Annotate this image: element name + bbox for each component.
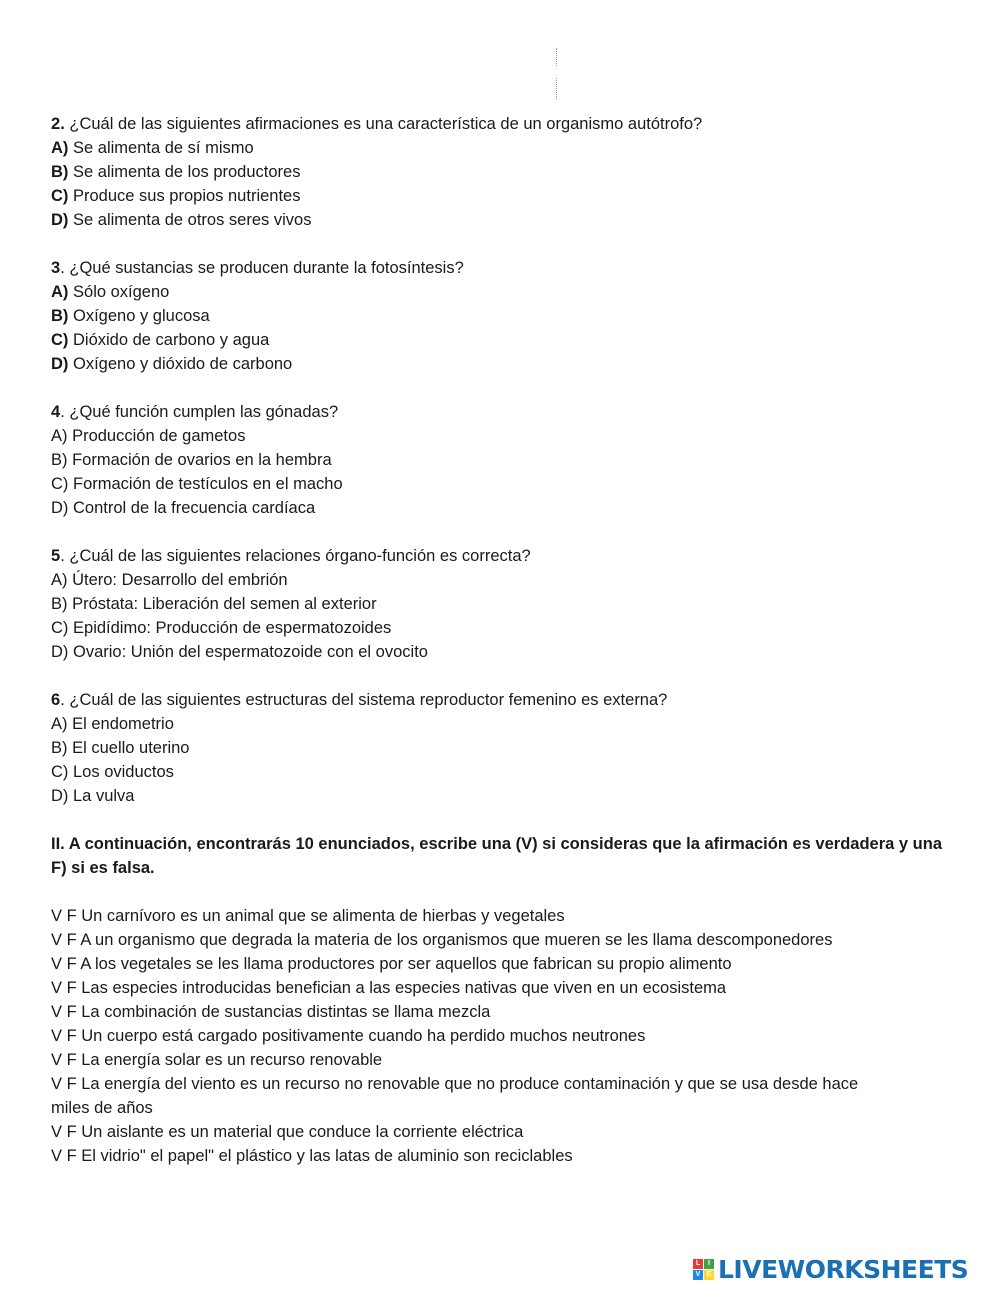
worksheet-content xyxy=(51,112,951,1168)
option-letter: C) xyxy=(51,619,69,637)
answer-option[interactable] xyxy=(51,160,951,184)
true-false-statement[interactable]: V F A los vegetales se les llama productores por ser aquellos que fabrican su propio alimento xyxy=(51,955,732,973)
question-stem xyxy=(51,256,951,280)
section-2-number: II xyxy=(51,835,61,853)
question-text: ¿Cuál de las siguientes relaciones órgano-función es correcta? xyxy=(64,547,531,565)
answer-option[interactable] xyxy=(51,784,951,808)
question-6 xyxy=(51,688,951,808)
option-letter: C) xyxy=(51,763,69,781)
true-false-statement[interactable]: V F Un aislante es un material que conduce la corriente eléctrica xyxy=(51,1123,524,1141)
question-number-suffix: . xyxy=(60,403,65,421)
option-letter: B) xyxy=(51,739,68,757)
option-text: Dióxido de carbono y agua xyxy=(68,331,270,349)
option-text: Útero: Desarrollo del embrión xyxy=(67,571,288,589)
true-false-statement[interactable]: V F Un cuerpo está cargado positivamente cuando ha perdido muchos neutrones xyxy=(51,1027,646,1045)
option-text: El endometrio xyxy=(67,715,174,733)
option-letter: C) xyxy=(51,475,69,493)
option-letter: D) xyxy=(51,355,69,373)
answer-option[interactable] xyxy=(51,736,951,760)
option-text: Oxígeno y dióxido de carbono xyxy=(68,355,293,373)
true-false-statement[interactable]: V F El vidrio" el papel" el plástico y las latas de aluminio son reciclables xyxy=(51,1147,573,1165)
section-2-text: . A continuación, encontrarás 10 enunciados, escribe una (V) si consideras que la afirmación es verdadera y una F) si es falsa. xyxy=(51,835,942,877)
question-4 xyxy=(51,400,951,520)
option-text: Epidídimo: Producción de espermatozoides xyxy=(68,619,392,637)
question-number: 6 xyxy=(51,691,61,709)
question-number-suffix: . xyxy=(60,259,65,277)
answer-option[interactable] xyxy=(51,328,951,352)
option-text: Producción de gametos xyxy=(67,427,246,445)
answer-option[interactable] xyxy=(51,136,951,160)
option-text: La vulva xyxy=(68,787,135,805)
question-list xyxy=(51,112,951,808)
question-number: 2 xyxy=(51,115,61,133)
option-text: Se alimenta de los productores xyxy=(68,163,301,181)
option-letter: B) xyxy=(51,595,68,613)
question-text: ¿Cuál de las siguientes estructuras del sistema reproductor femenino es externa? xyxy=(64,691,668,709)
answer-option[interactable] xyxy=(51,760,951,784)
question-number-suffix: . xyxy=(60,691,65,709)
answer-option[interactable] xyxy=(51,280,951,304)
answer-option[interactable] xyxy=(51,352,951,376)
question-stem xyxy=(51,688,951,712)
question-text: ¿Cuál de las siguientes afirmaciones es una característica de un organismo autótrofo? xyxy=(64,115,703,133)
answer-option[interactable] xyxy=(51,640,951,664)
option-letter: A) xyxy=(51,283,69,301)
answer-option[interactable] xyxy=(51,616,951,640)
question-text: ¿Qué función cumplen las gónadas? xyxy=(64,403,339,421)
option-text: Formación de testículos en el macho xyxy=(68,475,343,493)
option-letter: B) xyxy=(51,163,69,181)
option-letter: C) xyxy=(51,331,69,349)
option-letter: D) xyxy=(51,211,69,229)
true-false-statement[interactable]: V F Un carnívoro es un animal que se alimenta de hierbas y vegetales xyxy=(51,907,565,925)
logo-mark-cell: E xyxy=(704,1270,714,1280)
option-letter: B) xyxy=(51,451,68,469)
logo-mark-cell: L xyxy=(693,1259,703,1269)
true-false-statement[interactable]: V F A un organismo que degrada la materia de los organismos que mueren se les llama descomponedores xyxy=(51,931,833,949)
true-false-statement[interactable]: V F Las especies introducidas benefician a las especies nativas que viven en un ecosistema xyxy=(51,979,727,997)
question-stem xyxy=(51,400,951,424)
question-number: 4 xyxy=(51,403,61,421)
option-letter: A) xyxy=(51,139,69,157)
option-letter: C) xyxy=(51,187,69,205)
true-false-statement[interactable]: V F La energía del viento es un recurso no renovable que no produce contaminación y que se usa desde hace xyxy=(51,1075,859,1093)
answer-option[interactable] xyxy=(51,448,951,472)
answer-option[interactable] xyxy=(51,208,951,232)
logo-text: LIVEWORKSHEETS xyxy=(718,1254,969,1284)
question-number: 5 xyxy=(51,547,61,565)
option-text: Formación de ovarios en la hembra xyxy=(67,451,332,469)
question-text: ¿Qué sustancias se producen durante la fotosíntesis? xyxy=(64,259,464,277)
answer-option[interactable] xyxy=(51,424,951,448)
answer-option[interactable] xyxy=(51,568,951,592)
question-number-suffix: . xyxy=(60,547,65,565)
question-number: 3 xyxy=(51,259,61,277)
logo-mark-icon xyxy=(693,1259,714,1280)
true-false-statement[interactable]: miles de años xyxy=(51,1099,153,1117)
option-letter: A) xyxy=(51,715,68,733)
option-text: El cuello uterino xyxy=(67,739,190,757)
option-text: Ovario: Unión del espermatozoide con el ovocito xyxy=(68,643,428,661)
true-false-list xyxy=(51,904,951,1168)
question-3 xyxy=(51,256,951,376)
answer-option[interactable] xyxy=(51,592,951,616)
option-text: Control de la frecuencia cardíaca xyxy=(68,499,316,517)
answer-option[interactable] xyxy=(51,472,951,496)
logo-mark-cell: V xyxy=(693,1270,703,1280)
option-letter: D) xyxy=(51,787,69,805)
option-text: Próstata: Liberación del semen al exterior xyxy=(67,595,377,613)
answer-option[interactable] xyxy=(51,496,951,520)
logo-mark-cell: I xyxy=(704,1259,714,1269)
question-number-suffix: . xyxy=(60,115,65,133)
answer-option[interactable] xyxy=(51,304,951,328)
option-letter: D) xyxy=(51,643,69,661)
cut-mark-bottom xyxy=(556,78,557,99)
question-stem xyxy=(51,112,951,136)
cut-mark-top xyxy=(556,48,557,66)
question-2 xyxy=(51,112,951,232)
option-text: Los oviductos xyxy=(68,763,174,781)
option-text: Se alimenta de sí mismo xyxy=(68,139,254,157)
liveworksheets-logo xyxy=(693,1254,968,1284)
true-false-statement[interactable]: V F La energía solar es un recurso renovable xyxy=(51,1051,383,1069)
option-text: Sólo oxígeno xyxy=(68,283,170,301)
question-stem xyxy=(51,544,951,568)
question-5 xyxy=(51,544,951,664)
option-text: Oxígeno y glucosa xyxy=(68,307,210,325)
option-letter: A) xyxy=(51,427,68,445)
option-letter: A) xyxy=(51,571,68,589)
section-2-instructions xyxy=(51,832,951,880)
true-false-statement[interactable]: V F La combinación de sustancias distintas se llama mezcla xyxy=(51,1003,491,1021)
answer-option[interactable] xyxy=(51,184,951,208)
option-letter: B) xyxy=(51,307,69,325)
option-text: Produce sus propios nutrientes xyxy=(68,187,301,205)
answer-option[interactable] xyxy=(51,712,951,736)
option-text: Se alimenta de otros seres vivos xyxy=(68,211,312,229)
option-letter: D) xyxy=(51,499,69,517)
